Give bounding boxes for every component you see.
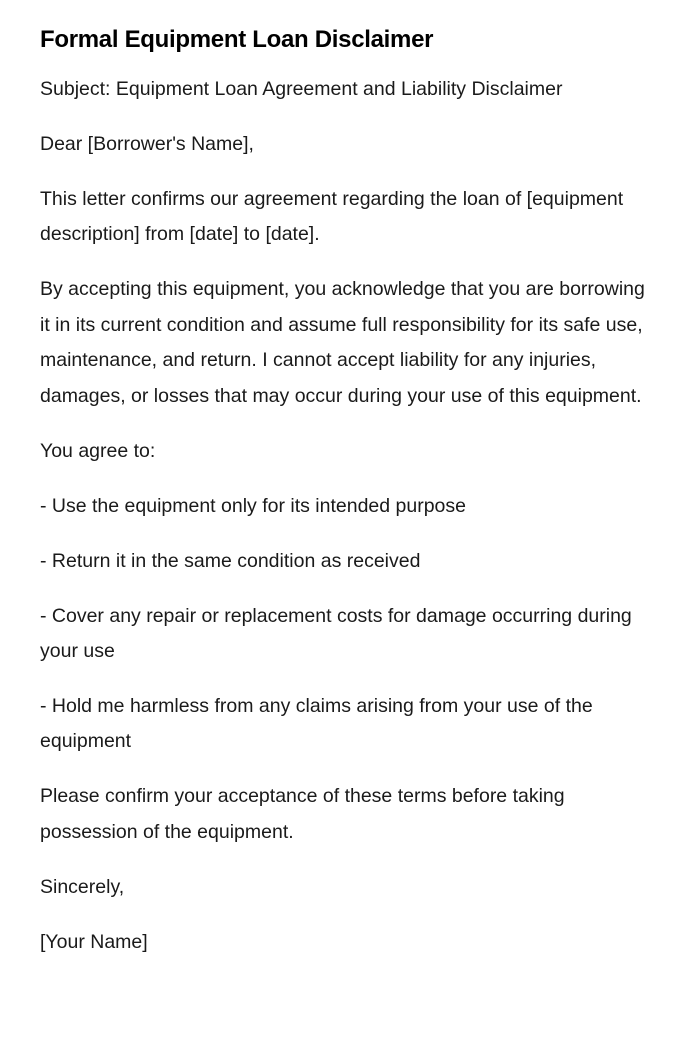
- term-item-intended-purpose: - Use the equipment only for its intended purpose: [40, 494, 467, 517]
- signature-placeholder: [Your Name]: [40, 930, 148, 953]
- subject-line: Subject: Equipment Loan Agreement and Liability Disclaimer: [40, 78, 563, 100]
- term-item-repair-costs: - Cover any repair or replacement costs for damage occurring during your use: [40, 604, 632, 663]
- confirmation-paragraph: Please confirm your acceptance of these terms before taking possession of the equipment.: [40, 785, 565, 843]
- term-item-same-condition: - Return it in the same condition as received: [40, 549, 421, 572]
- agree-intro: You agree to:: [40, 439, 156, 462]
- term-item-hold-harmless: - Hold me harmless from any claims arising from your use of the equipment: [40, 695, 593, 753]
- liability-paragraph: By accepting this equipment, you acknowledge that you are borrowing it in its current condition and assume full responsibility for its safe use, maintenance, and return. I cannot accept liability for any injuries, damages, or losses that may occur during your use of this equipment.: [40, 278, 645, 407]
- intro-paragraph: This letter confirms our agreement regarding the loan of [equipment description] from [date] to [date].: [40, 188, 624, 246]
- document-title: Formal Equipment Loan Disclaimer: [40, 26, 434, 53]
- closing: Sincerely,: [40, 875, 125, 898]
- salutation: Dear [Borrower's Name],: [40, 133, 254, 155]
